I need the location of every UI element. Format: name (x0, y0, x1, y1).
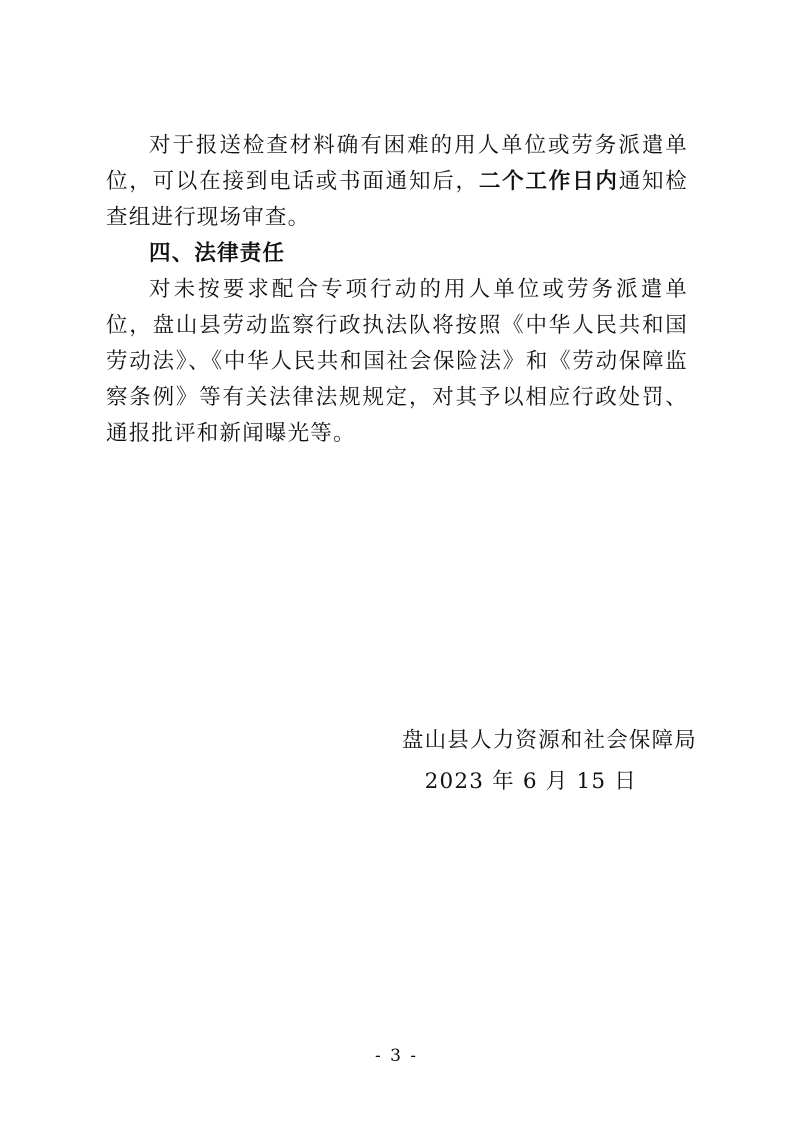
section-heading-legal-liability: 四、法律责任 (149, 241, 286, 266)
signature-organization: 盘山县人力资源和社会保障局 (401, 728, 697, 753)
body-text (106, 128, 688, 452)
page-number: - 3 - (374, 1046, 419, 1066)
paragraph-review-text-end: 通知检查组进行现场审查。 (106, 169, 688, 230)
paragraph-review-text-start: 对于报送检查材料确有困难的用人单位或劳务派遣单位，可以在接到电话或书面通知后， (106, 133, 688, 194)
paragraph-legal-liability: 对未按要求配合专项行动的用人单位或劳务派遣单位，盘山县劳动监察行政执法队将按照《中华人民共和国劳动法》、《中华人民共和国社会保险法》和《劳动保障监察条例》等有关法律法规规定，对其予以相应行政处罚、通报批评和新闻曝光等。 (106, 277, 688, 446)
paragraph-review-deadline: 二个工作日内 (478, 169, 619, 194)
paragraph-review (106, 128, 688, 236)
signature-date: 2023 年 6 月 15 日 (424, 769, 637, 794)
signature-block (402, 722, 697, 800)
